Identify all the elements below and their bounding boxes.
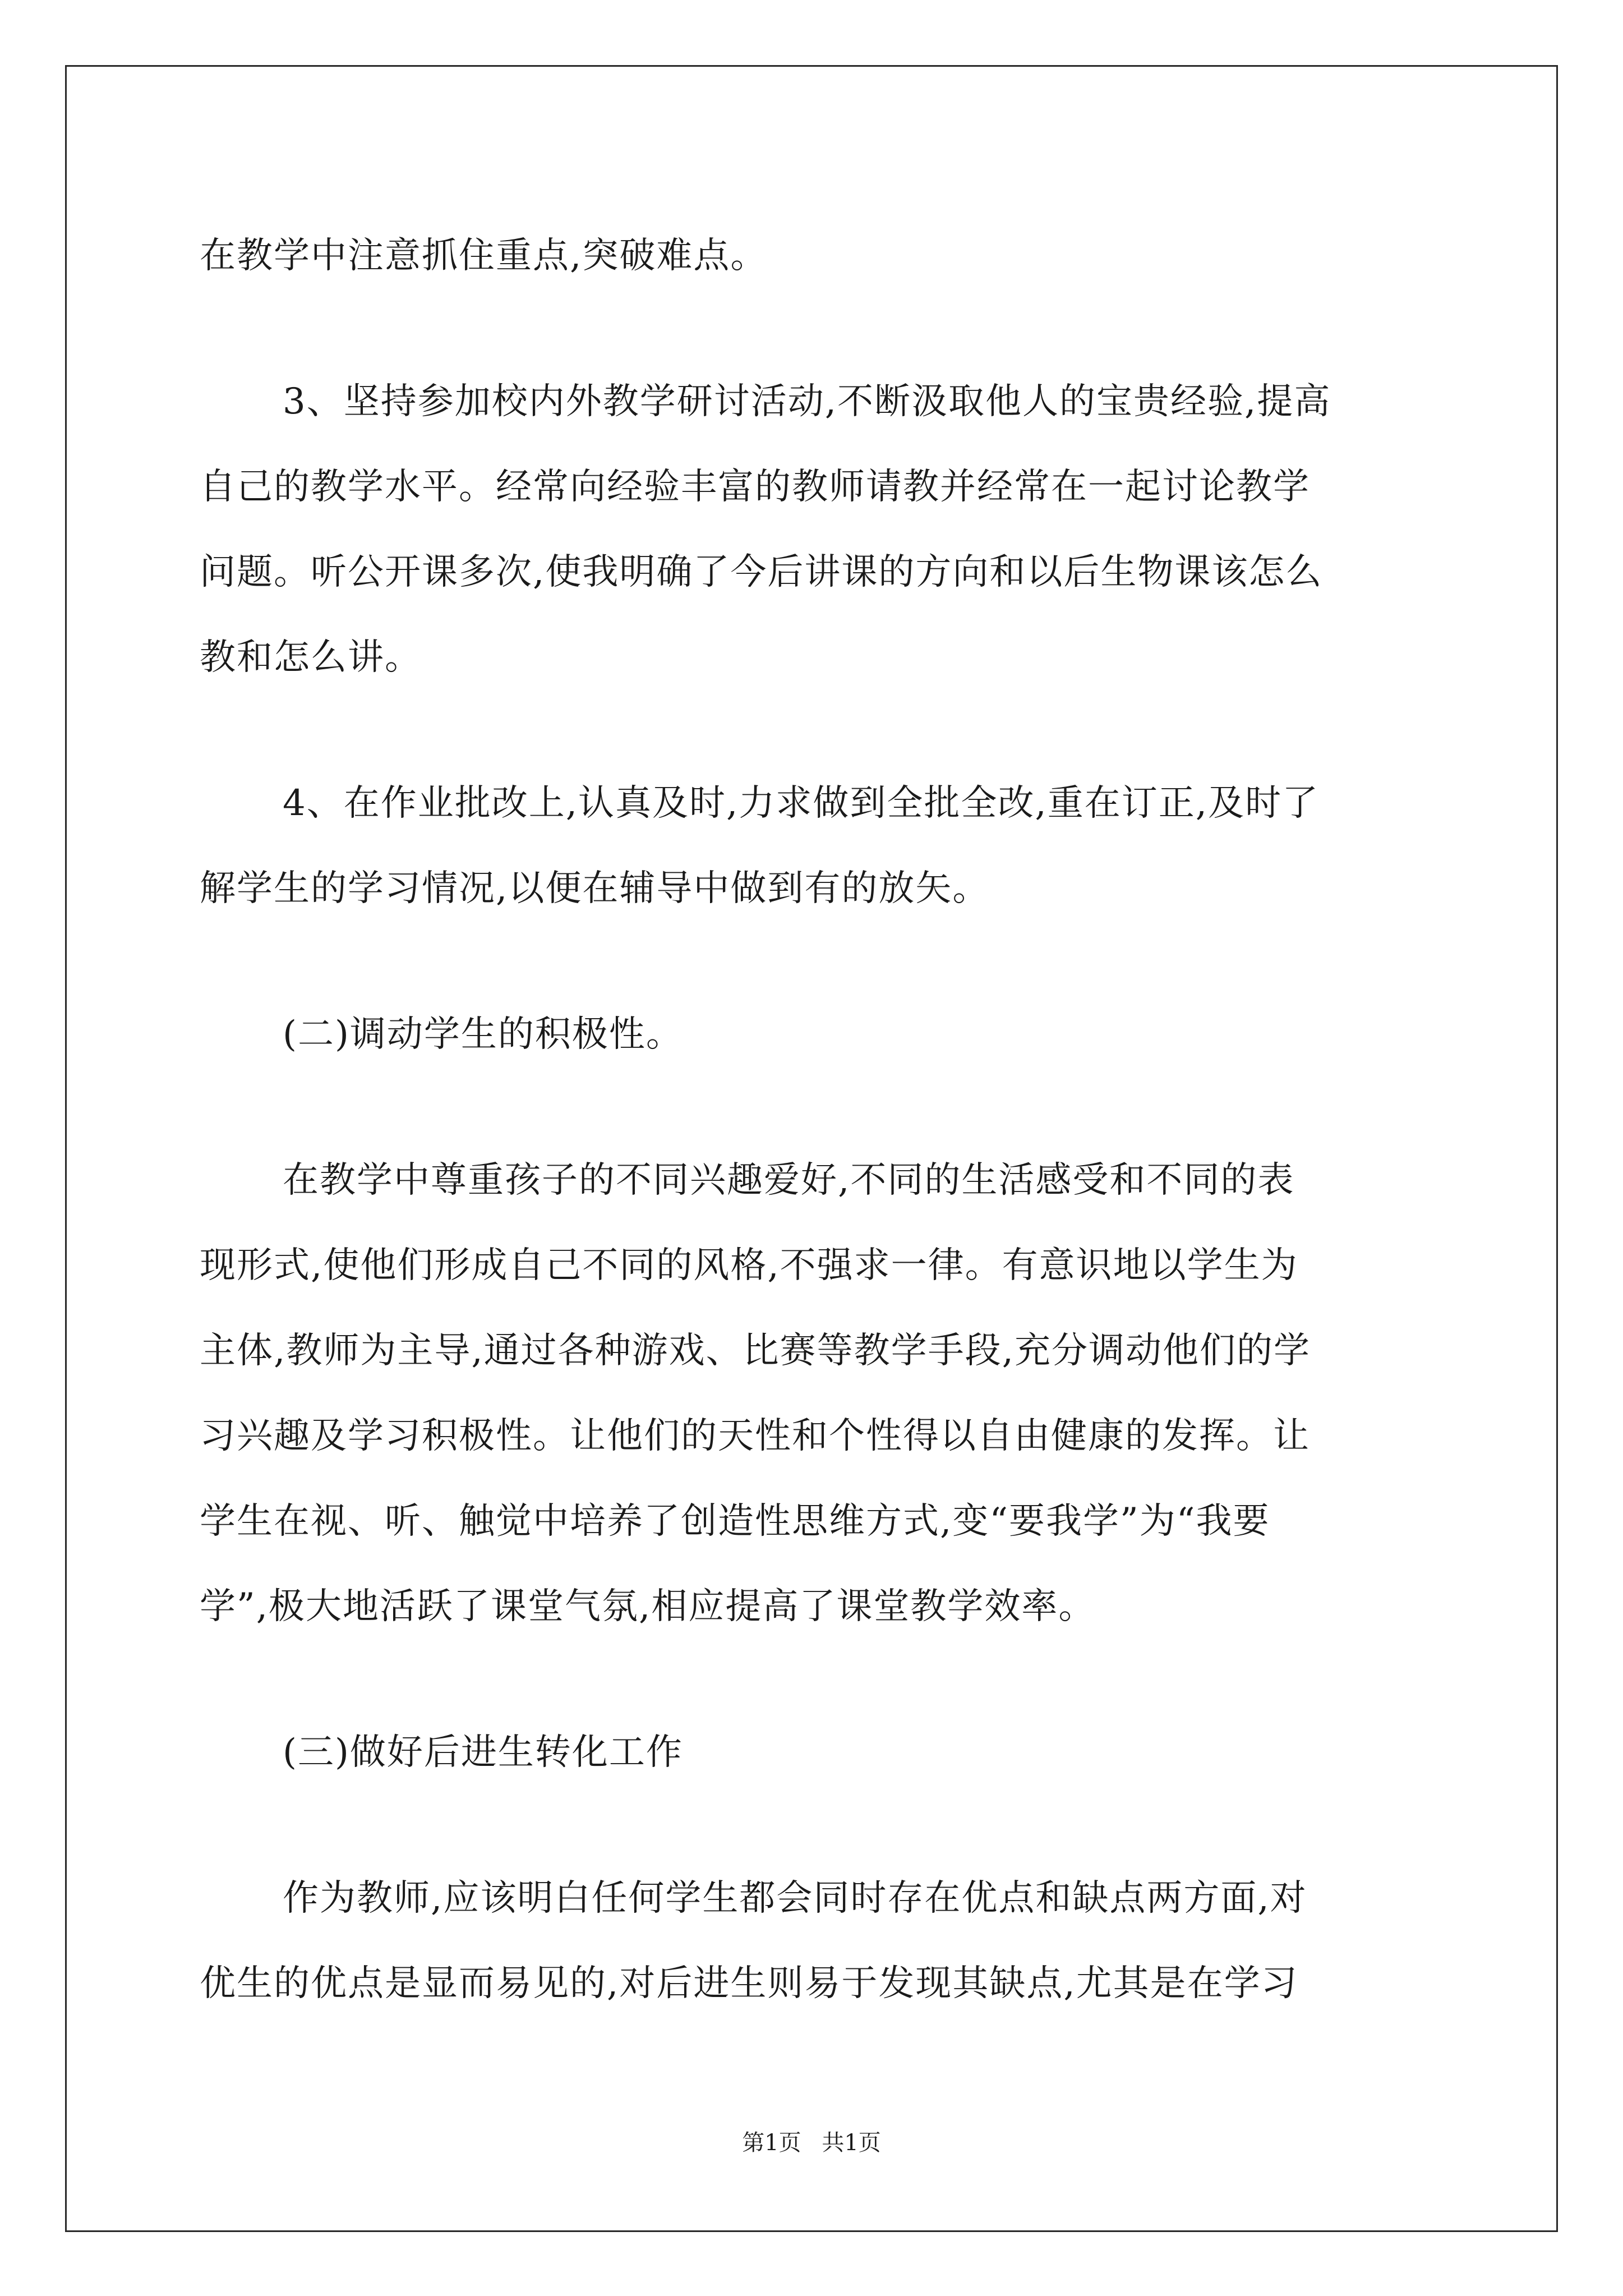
text-line: 问题。听公开课多次,使我明确了今后讲课的方向和以后生物课该怎么: [200, 551, 1323, 593]
text-line: 4、在作业批改上,认真及时,力求做到全批全改,重在订正,及时了: [283, 783, 1320, 824]
text-line: 习兴趣及学习积极性。让他们的天性和个性得以自由健康的发挥。让: [200, 1415, 1310, 1457]
page-number-current: 第1页: [742, 2130, 801, 2156]
text-line: 3、坚持参加校内外教学研讨活动,不断汲取他人的宝贵经验,提高: [283, 381, 1331, 422]
section-heading: (三)做好后进生转化工作: [283, 1732, 683, 1773]
document-body: [200, 213, 1428, 2026]
text-line: 优生的优点是显而易见的,对后进生则易于发现其缺点,尤其是在学习: [200, 1963, 1298, 2004]
text-line: 学生在视、听、触觉中培养了创造性思维方式,变“要我学”为“我要: [200, 1501, 1270, 1542]
page-number-total: 共1页: [822, 2130, 881, 2156]
text-line: 学”,极大地活跃了课堂气氛,相应提高了课堂教学效率。: [200, 1586, 1096, 1627]
text-line: 现形式,使他们形成自己不同的风格,不强求一律。有意识地以学生为: [200, 1245, 1298, 1286]
text-line: 主体,教师为主导,通过各种游戏、比赛等教学手段,充分调动他们的学: [200, 1330, 1311, 1372]
text-line: 作为教师,应该明白任何学生都会同时存在优点和缺点两方面,对: [283, 1878, 1307, 1919]
text-line: 在教学中注意抓住重点,突破难点。: [200, 235, 768, 277]
text-line: 解学生的学习情况,以便在辅导中做到有的放矢。: [200, 868, 990, 909]
text-line: 教和怎么讲。: [200, 637, 422, 678]
text-line: 自己的教学水平。经常向经验丰富的教师请教并经常在一起讨论教学: [200, 466, 1310, 508]
section-heading: (二)调动学生的积极性。: [283, 1014, 683, 1055]
text-line: 在教学中尊重孩子的不同兴趣爱好,不同的生活感受和不同的表: [283, 1159, 1295, 1201]
page-footer: [0, 2126, 1623, 2160]
